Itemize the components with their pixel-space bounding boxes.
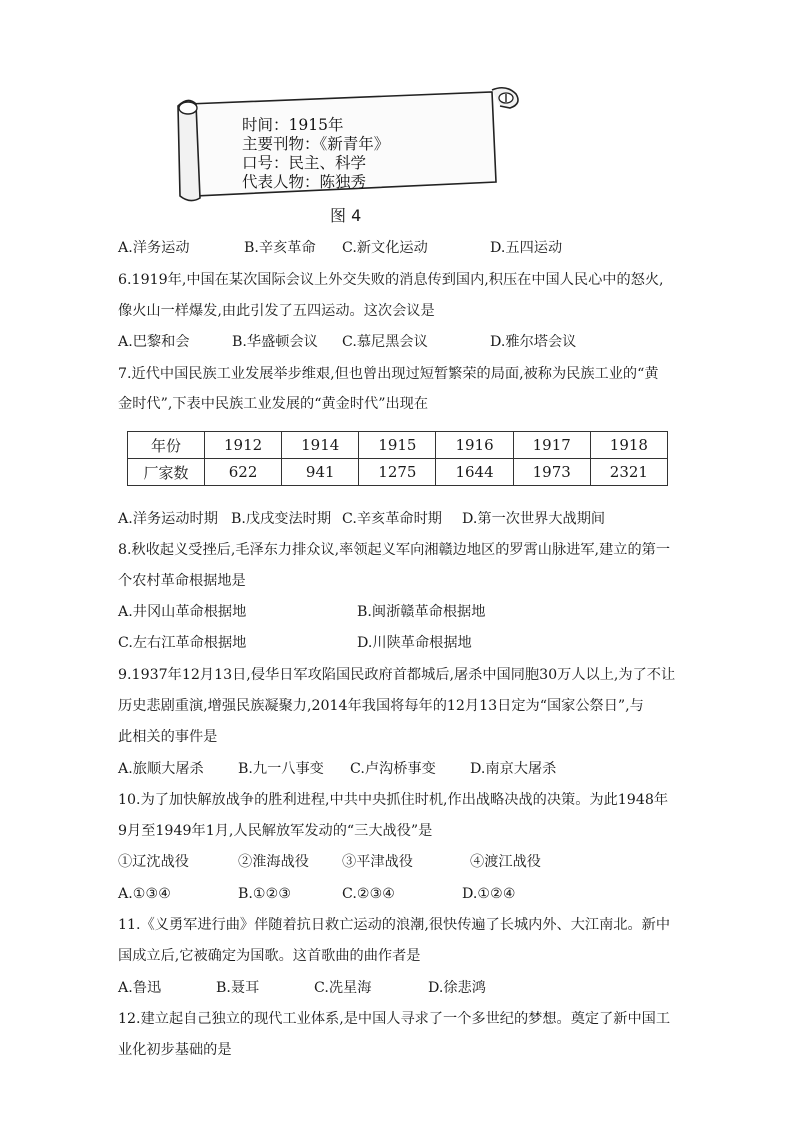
q10-option-a: A.①③④ xyxy=(118,886,171,902)
table-cell-count: 622 xyxy=(205,459,282,486)
q8-option-a: A.井冈山革命根据地 xyxy=(118,604,247,620)
q10-option-b: B.①②③ xyxy=(238,886,292,902)
table-cell-year: 1918 xyxy=(590,432,667,459)
q10-item-1: ①辽沈战役 xyxy=(118,854,189,870)
q8-line-1: 8.秋收起义受挫后,毛泽东力排众议,率领起义军向湘赣边地区的罗霄山脉进军,建立的第一 xyxy=(118,542,671,558)
scroll-line-journal: 主要刊物：《新青年》 xyxy=(242,135,390,153)
q10-item-2: ②淮海战役 xyxy=(238,854,309,870)
q5-option-b: B.辛亥革命 xyxy=(244,240,316,256)
q9-option-b: B.九一八事变 xyxy=(238,761,324,777)
table-cell-year: 1912 xyxy=(205,432,282,459)
table-head-count: 厂家数 xyxy=(128,459,205,486)
q12-line-1: 12.建立起自己独立的现代工业体系,是中国人寻求了一个多世纪的梦想。奠定了新中国工 xyxy=(118,1011,671,1027)
scroll-text xyxy=(242,116,389,192)
q7-line-1: 7.近代中国民族工业发展举步维艰,但也曾出现过短暂繁荣的局面,被称为民族工业的“黄 xyxy=(118,366,659,382)
q6-line-1: 6.1919年,中国在某次国际会议上外交失败的消息传到国内,积压在中国人民心中的怒火, xyxy=(118,272,664,288)
q7-option-a: A.洋务运动时期 xyxy=(118,511,218,527)
scroll-line-slogan: 口号：民主、科学 xyxy=(242,154,367,172)
q7-option-c: C.辛亥革命时期 xyxy=(342,511,442,527)
q7-line-2: 金时代”,下表中民族工业发展的“黄金时代”出现在 xyxy=(118,396,429,412)
table-head-year: 年份 xyxy=(128,432,205,459)
q9-line-2: 历史悲剧重演,增强民族凝聚力,2014年我国将每年的12月13日定为“国家公祭日”,与 xyxy=(118,698,644,714)
q5-option-d: D.五四运动 xyxy=(490,240,563,256)
q10-item-3: ③平津战役 xyxy=(342,854,413,870)
q7-option-d: D.第一次世界大战期间 xyxy=(462,511,606,527)
q9-line-3: 此相关的事件是 xyxy=(118,729,218,745)
q10-line-2: 9月至1949年1月,人民解放军发动的“三大战役”是 xyxy=(118,823,433,839)
table-row-counts xyxy=(128,459,668,486)
table-cell-count: 1644 xyxy=(436,459,513,486)
q8-option-b: B.闽浙赣革命根据地 xyxy=(357,604,486,620)
table-cell-count: 1973 xyxy=(513,459,590,486)
q11-option-a: A.鲁迅 xyxy=(118,980,162,996)
table-cell-count: 941 xyxy=(282,459,359,486)
q9-option-c: C.卢沟桥事变 xyxy=(350,761,436,777)
q11-option-c: C.冼星海 xyxy=(314,980,372,996)
q8-option-c: C.左右江革命根据地 xyxy=(118,635,247,651)
q10-option-d: D.①②④ xyxy=(462,886,516,902)
table-cell-count: 1275 xyxy=(359,459,436,486)
q5-option-c: C.新文化运动 xyxy=(342,240,428,256)
q9-option-d: D.南京大屠杀 xyxy=(470,761,557,777)
table-cell-year: 1916 xyxy=(436,432,513,459)
table-row-years xyxy=(128,432,668,459)
q10-item-4: ④渡江战役 xyxy=(470,854,541,870)
figure-caption: 图 4 xyxy=(330,206,362,225)
scroll-line-figure: 代表人物：陈独秀 xyxy=(242,173,367,191)
table-cell-year: 1915 xyxy=(359,432,436,459)
q11-option-b: B.聂耳 xyxy=(216,980,260,996)
table-cell-year: 1917 xyxy=(513,432,590,459)
q6-option-d: D.雅尔塔会议 xyxy=(490,334,577,350)
q8-option-d: D.川陕革命根据地 xyxy=(357,635,472,651)
table-cell-year: 1914 xyxy=(282,432,359,459)
q5-option-a: A.洋务运动 xyxy=(118,240,190,256)
q12-line-2: 业化初步基础的是 xyxy=(118,1042,232,1058)
q6-line-2: 像火山一样爆发,由此引发了五四运动。这次会议是 xyxy=(118,303,435,319)
q11-line-2: 国成立后,它被确定为国歌。这首歌曲的曲作者是 xyxy=(118,948,421,964)
q6-option-c: C.慕尼黑会议 xyxy=(342,334,428,350)
q10-line-1: 10.为了加快解放战争的胜利进程,中共中央抓住时机,作出战略决战的决策。为此1948年 xyxy=(118,792,669,808)
q10-option-c: C.②③④ xyxy=(342,886,396,902)
q11-option-d: D.徐悲鸿 xyxy=(428,980,486,996)
q6-option-b: B.华盛顿会议 xyxy=(232,334,318,350)
q9-line-1: 9.1937年12月13日,侵华日军攻陷国民政府首都城后,屠杀中国同胞30万人以上,为了不让 xyxy=(118,667,676,683)
figure-scroll xyxy=(166,86,526,204)
scroll-line-time: 时间：1915年 xyxy=(242,116,344,134)
q9-option-a: A.旅顺大屠杀 xyxy=(118,761,204,777)
q8-line-2: 个农村革命根据地是 xyxy=(118,573,246,589)
factory-count-table xyxy=(127,431,668,486)
q6-option-a: A.巴黎和会 xyxy=(118,334,190,350)
q11-line-1: 11.《义勇军进行曲》伴随着抗日救亡运动的浪潮,很快传遍了长城内外、大江南北。新中 xyxy=(118,917,671,933)
q7-option-b: B.戊戌变法时期 xyxy=(231,511,332,527)
table-cell-count: 2321 xyxy=(590,459,667,486)
